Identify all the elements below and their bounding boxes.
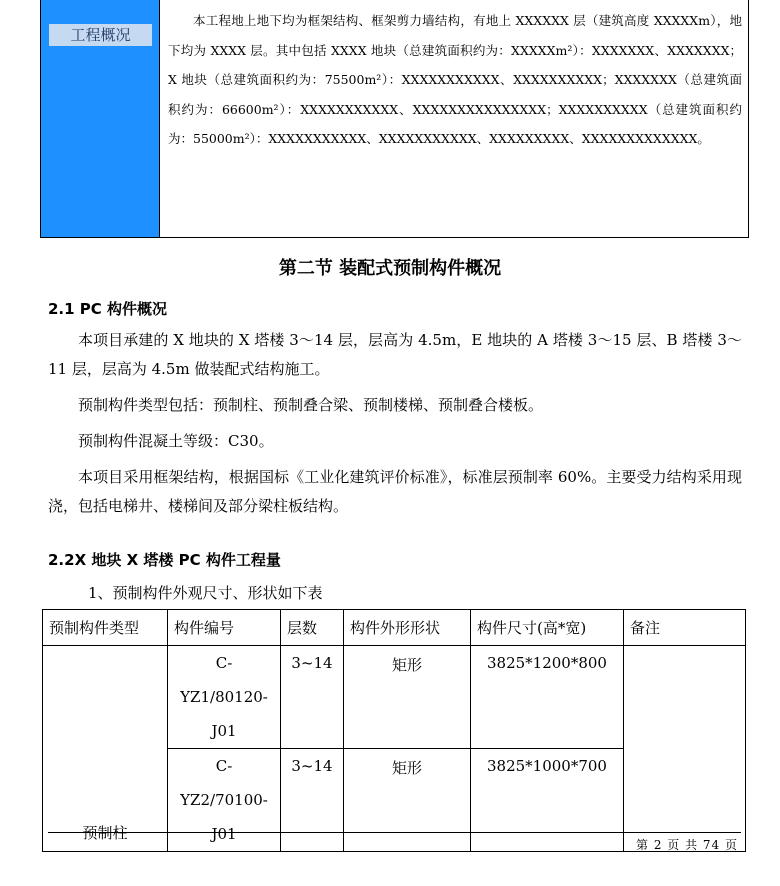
cell-code: C-YZ2/70100-J01: [168, 749, 281, 852]
header-size: 构件尺寸(高*宽): [471, 610, 624, 646]
overview-text: [168, 6, 742, 154]
cell-shape: 矩形: [344, 646, 471, 749]
overview-paragraph: 本工程地上地下均为框架结构、框架剪力墙结构，有地上 XXXXXX 层（建筑高度 XXXXXm），地下均为 XXXX 层。其中包括 XXXX 地块（总建筑面积约为：XXXXXm²）：XXXXXXX、XXXXXXX；X 地块（总建筑面积约为：75500m²）：XXXXXXXXXXX、XXXXXXXXXX；XXXXXXX（总建筑面积约为：66600m²）：XXXXXXXXXXX、XXXXXXXXXXXXXXX；XXXXXXXXXX（总建筑面积约为：55000m²）：XXXXXXXXXXX、XXXXXXXXXXX、XXXXXXXXX、XXXXXXXXXXXXX。: [168, 13, 742, 146]
paragraph-2: 预制构件类型包括：预制柱、预制叠合梁、预制楼梯、预制叠合楼板。: [78, 396, 544, 414]
footer-divider: [48, 832, 741, 833]
cell-floors: 3~14: [281, 646, 344, 749]
table-row: [43, 646, 746, 749]
cell-code: C-YZ1/80120-J01: [168, 646, 281, 749]
table-header-row: [43, 610, 746, 646]
header-floors: 层数: [281, 610, 344, 646]
header-code: 构件编号: [168, 610, 281, 646]
cell-floors: 3~14: [281, 749, 344, 852]
cell-type: 预制柱: [43, 646, 168, 852]
pc-component-table: [42, 609, 746, 852]
header-shape: 构件外形形状: [344, 610, 471, 646]
header-note: 备注: [624, 610, 746, 646]
cell-size: 3825*1000*700: [471, 749, 624, 852]
cell-shape: 矩形: [344, 749, 471, 852]
heading-2-1: 2.1 PC 构件概况: [48, 300, 168, 318]
body-paragraphs: [48, 326, 742, 528]
page-number: 第 2 页 共 74 页: [636, 838, 738, 852]
paragraph-4: 本项目采用框架结构，根据国标《工业化建筑评价标准》，标准层预制率 60%。主要受力结构采用现浇，包括电梯井、楼梯间及部分梁柱板结构。: [48, 468, 742, 515]
section-title: 第二节 装配式预制构件概况: [278, 258, 502, 279]
paragraph-3: 预制构件混凝土等级：C30。: [78, 432, 274, 450]
heading-2-2: 2.2X 地块 X 塔楼 PC 构件工程量: [48, 551, 281, 569]
table-caption: 1、预制构件外观尺寸、形状如下表: [88, 584, 323, 602]
paragraph-1: 本项目承建的 X 地块的 X 塔楼 3～14 层，层高为 4.5m，E 地块的 A 塔楼 3～15 层、B 塔楼 3～11 层，层高为 4.5m 做装配式结构施工。: [48, 331, 742, 378]
header-type: 预制构件类型: [43, 610, 168, 646]
cell-size: 3825*1200*800: [471, 646, 624, 749]
overview-label: 工程概况: [49, 24, 152, 46]
overview-table: [40, 0, 749, 238]
cell-note: [624, 646, 746, 852]
overview-label-cell: [41, 0, 160, 237]
